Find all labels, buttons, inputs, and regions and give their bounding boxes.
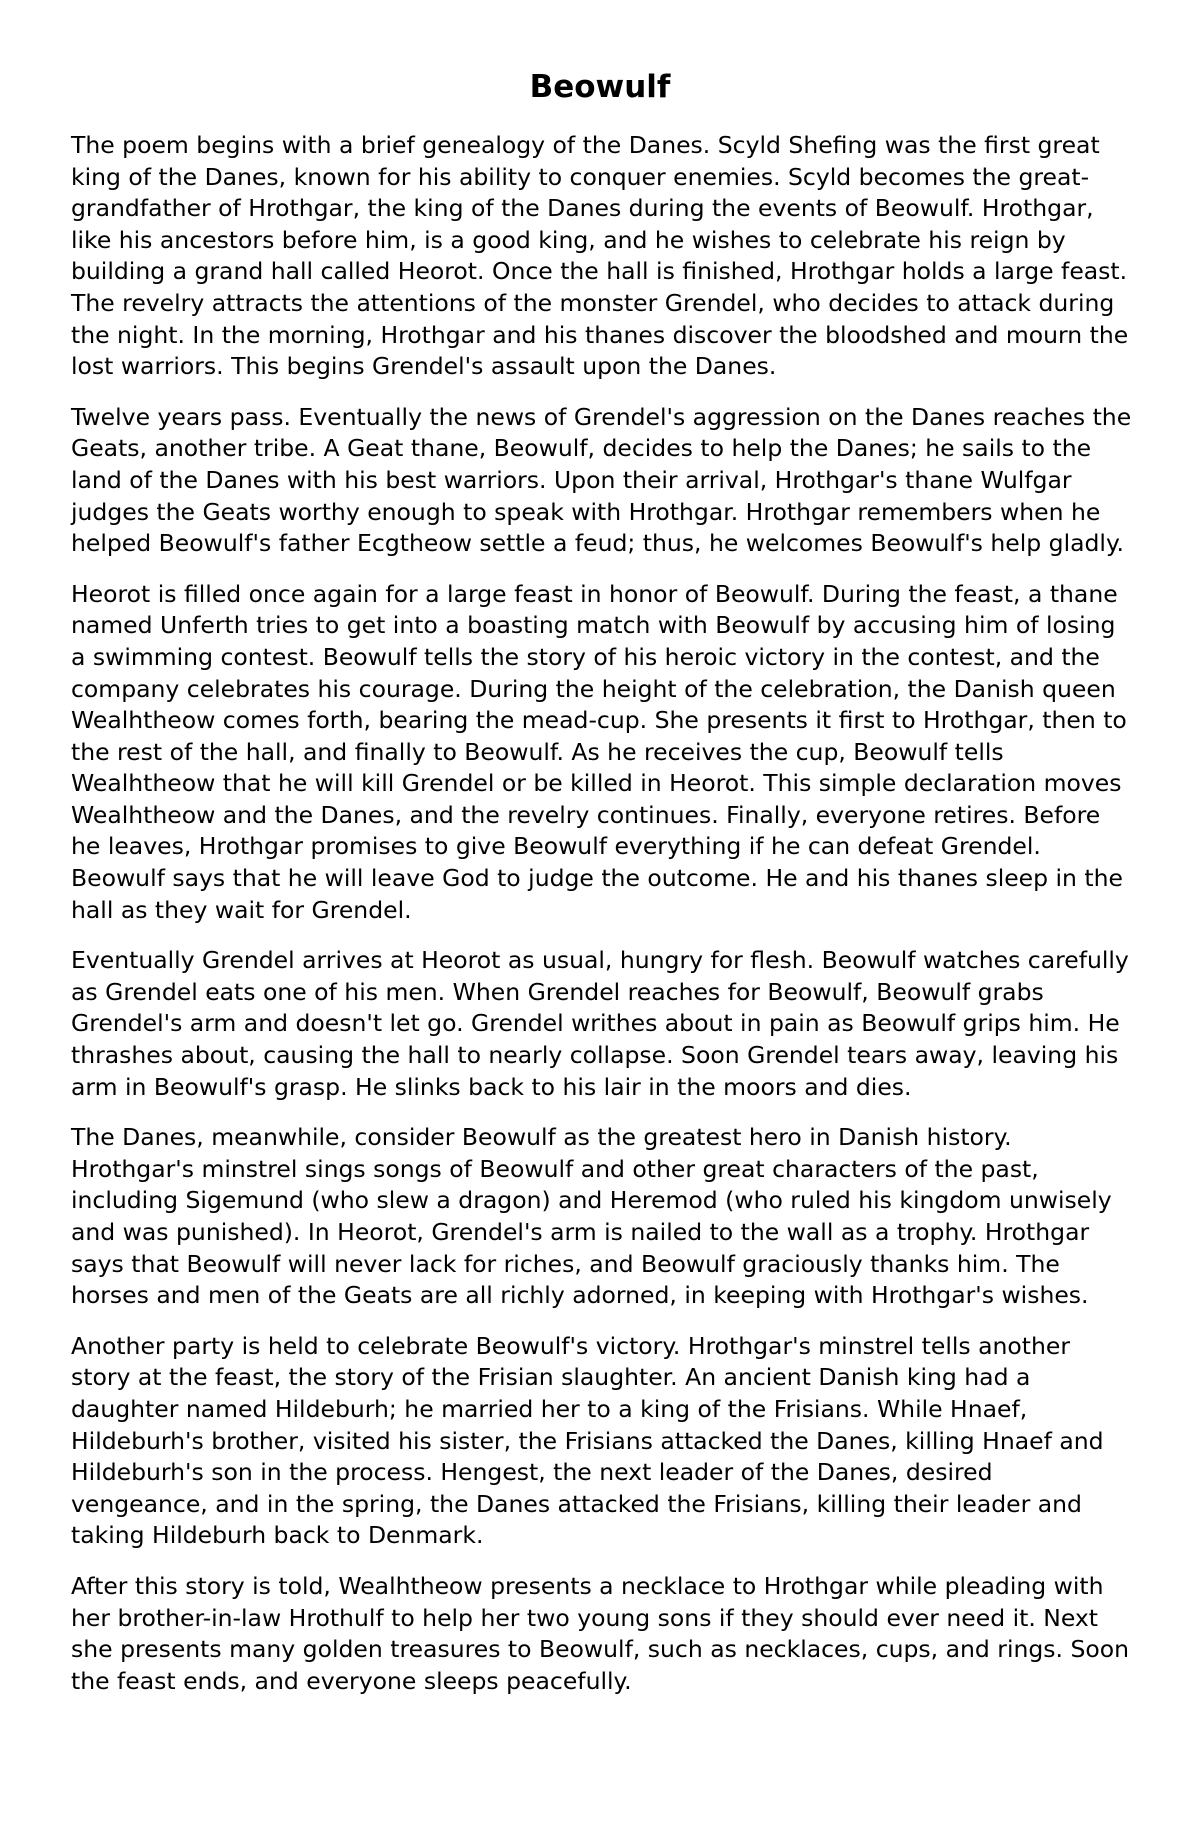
paragraph-1: The poem begins with a brief genealogy of the Danes. Scyld Shefing was the first great king of the Danes, known for his ability to conquer enemies. Scyld becomes the great-grandfather of Hrothgar, the king of the Danes during the events of Beowulf. Hrothgar, like his ancestors before him, is a good king, and he wishes to celebrate his reign by building a grand hall called Heorot. Once the hall is finished, Hrothgar holds a large feast. The revelry attracts the attentions of the monster Grendel, who decides to attack during the night. In the morning, Hrothgar and his thanes discover the bloodshed and mourn the lost warriors. This begins Grendel's assault upon the Danes. <box>71 131 1129 381</box>
paragraph-3: Heorot is filled once again for a large feast in honor of Beowulf. During the feast, a thane named Unferth tries to get into a boasting match with Beowulf by accusing him of losing a swimming contest. Beowulf tells the story of his heroic victory in the contest, and the company celebrates his courage. During the height of the celebration, the Danish queen Wealhtheow comes forth, bearing the mead-cup. She presents it first to Hrothgar, then to the rest of the hall, and finally to Beowulf. As he receives the cup, Beowulf tells Wealhtheow that he will kill Grendel or be killed in Heorot. This simple declaration moves Wealhtheow and the Danes, and the revelry continues. Finally, everyone retires. Before he leaves, Hrothgar promises to give Beowulf everything if he can defeat Grendel. Beowulf says that he will leave God to judge the outcome. He and his thanes sleep in the hall as they wait for Grendel. <box>71 579 1127 924</box>
document-title: Beowulf <box>529 69 671 105</box>
paragraph-6: Another party is held to celebrate Beowulf's victory. Hrothgar's minstrel tells another story at the feast, the story of the Frisian slaughter. An ancient Danish king had a daughter named Hildeburh; he married her to a king of the Frisians. While Hnaef, Hildeburh's brother, visited his sister, the Frisians attacked the Danes, killing Hnaef and Hildeburh's son in the process. Hengest, the next leader of the Danes, desired vengeance, and in the spring, the Danes attacked the Frisians, killing their leader and taking Hildeburh back to Denmark. <box>71 1331 1104 1550</box>
paragraph-2: Twelve years pass. Eventually the news of Grendel's aggression on the Danes reaches the Geats, another tribe. A Geat thane, Beowulf, decides to help the Danes; he sails to the land of the Danes with his best warriors. Upon their arrival, Hrothgar's thane Wulfgar judges the Geats worthy enough to speak with Hrothgar. Hrothgar remembers when he helped Beowulf's father Ecgtheow settle a feud; thus, he welcomes Beowulf's help gladly. <box>71 402 1132 558</box>
paragraph-7: After this story is told, Wealhtheow presents a necklace to Hrothgar while pleading with her brother-in-law Hrothulf to help her two young sons if they should ever need it. Next she presents many golden treasures to Beowulf, such as necklaces, cups, and rings. Soon the feast ends, and everyone sleeps peacefully. <box>71 1571 1130 1695</box>
paragraph-4: Eventually Grendel arrives at Heorot as usual, hungry for flesh. Beowulf watches carefully as Grendel eats one of his men. When Grendel reaches for Beowulf, Beowulf grabs Grendel's arm and doesn't let go. Grendel writhes about in pain as Beowulf grips him. He thrashes about, causing the hall to nearly collapse. Soon Grendel tears away, leaving his arm in Beowulf's grasp. He slinks back to his lair in the moors and dies. <box>71 946 1129 1101</box>
document-body <box>71 130 1136 1716</box>
paragraph-5: The Danes, meanwhile, consider Beowulf as the greatest hero in Danish history. Hrothgar's minstrel sings songs of Beowulf and other great characters of the past, including Sigemund (who slew a dragon) and Heremod (who ruled his kingdom unwisely and was punished). In Heorot, Grendel's arm is nailed to the wall as a trophy. Hrothgar says that Beowulf will never lack for riches, and Beowulf graciously thanks him. The horses and men of the Geats are all richly adorned, in keeping with Hrothgar's wishes. <box>71 1123 1112 1310</box>
